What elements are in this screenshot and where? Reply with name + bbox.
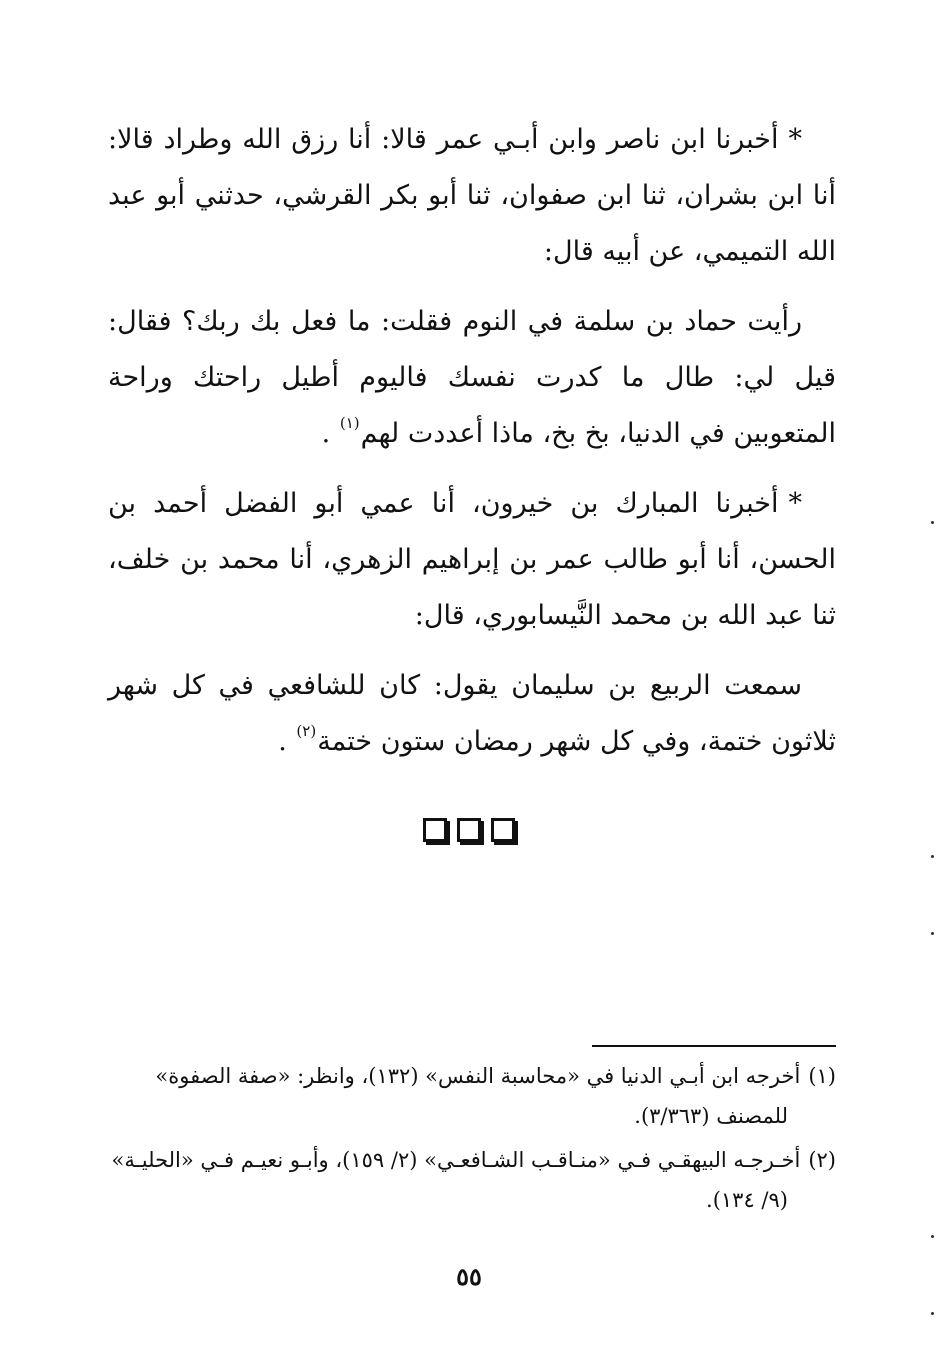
paragraph-text: رأيت حماد بن سلمة في النوم فقلت: ما فعل بك ربك؟ فقال: قيل لي: طال ما كدرت نفسك فاليوم أطيل راحتك وراحة المتعوبين في الدنيا، بخ بخ، ماذا أعددت لهم [108,306,836,449]
footnote-text: أخـرجـه البيهقـي فـي «منـاقـب الشـافعـي» (٢/ ١٥٩)، وأبـو نعيـم فـي «الحليـة» [111,1148,801,1172]
footnote-text: أخرجه ابن أبـي الدنيا في «محاسبة النفس» (١٣٢)، وانظر: «صفة الصفوة» [155,1064,801,1088]
footnote-2 [108,1140,836,1220]
paragraph-1 [108,112,836,280]
footnote-1 [108,1056,836,1136]
scan-speck [931,521,934,524]
paragraph-text: سمعت الربيع بن سليمان يقول: كان للشافعي في كل شهر ثلاثون ختمة، وفي كل شهر رمضان ستون ختمة [108,670,836,757]
page-number: ٥٥ [456,1262,482,1291]
footnotes [108,1056,836,1224]
footnote-ref-2[interactable]: (٢) [296,722,317,740]
scan-speck [931,1235,934,1238]
section-separator [0,818,938,842]
paragraph-marker-icon: * [788,124,802,155]
square-ornament-icon [491,818,515,842]
footnote-number: (١) [808,1064,836,1088]
paragraph-2 [108,294,836,462]
scan-speck [931,1312,934,1315]
square-ornament-icon [423,818,447,842]
paragraph-3 [108,476,836,644]
main-text [108,112,836,784]
paragraph-text: أخبرنا ابن ناصر وابن أبـي عمر قالا: أنا رزق الله وطراد قالا: أنا ابن بشران، ثنا ابن صفوان، ثنا أبو بكر القرشي، حدثني أبو عبد الله التميمي، عن أبيه قال: [108,124,836,267]
paragraph-marker-icon: * [788,488,802,519]
footnote-ref-1[interactable]: (١) [339,414,360,432]
paragraph-end: . [278,726,287,757]
footnote-text-continued: للمصنف (٣/٣٦٣). [634,1104,788,1128]
paragraph-4 [108,658,836,770]
footnote-text-continued: (٩/ ١٣٤). [706,1188,788,1212]
footnote-divider [592,1045,836,1047]
scan-speck [931,855,934,858]
footnote-number: (٢) [808,1148,836,1172]
paragraph-text: أخبرنا المبارك بن خيرون، أنا عمي أبو الفضل أحمد بن الحسن، أنا أبو طالب عمر بن إبراهيم الزهري، أنا محمد بن خلف، ثنا عبد الله بن محمد النَّيسابوري، قال: [108,488,836,631]
square-ornament-icon [457,818,481,842]
scan-speck [931,932,934,935]
paragraph-end: . [321,418,331,449]
